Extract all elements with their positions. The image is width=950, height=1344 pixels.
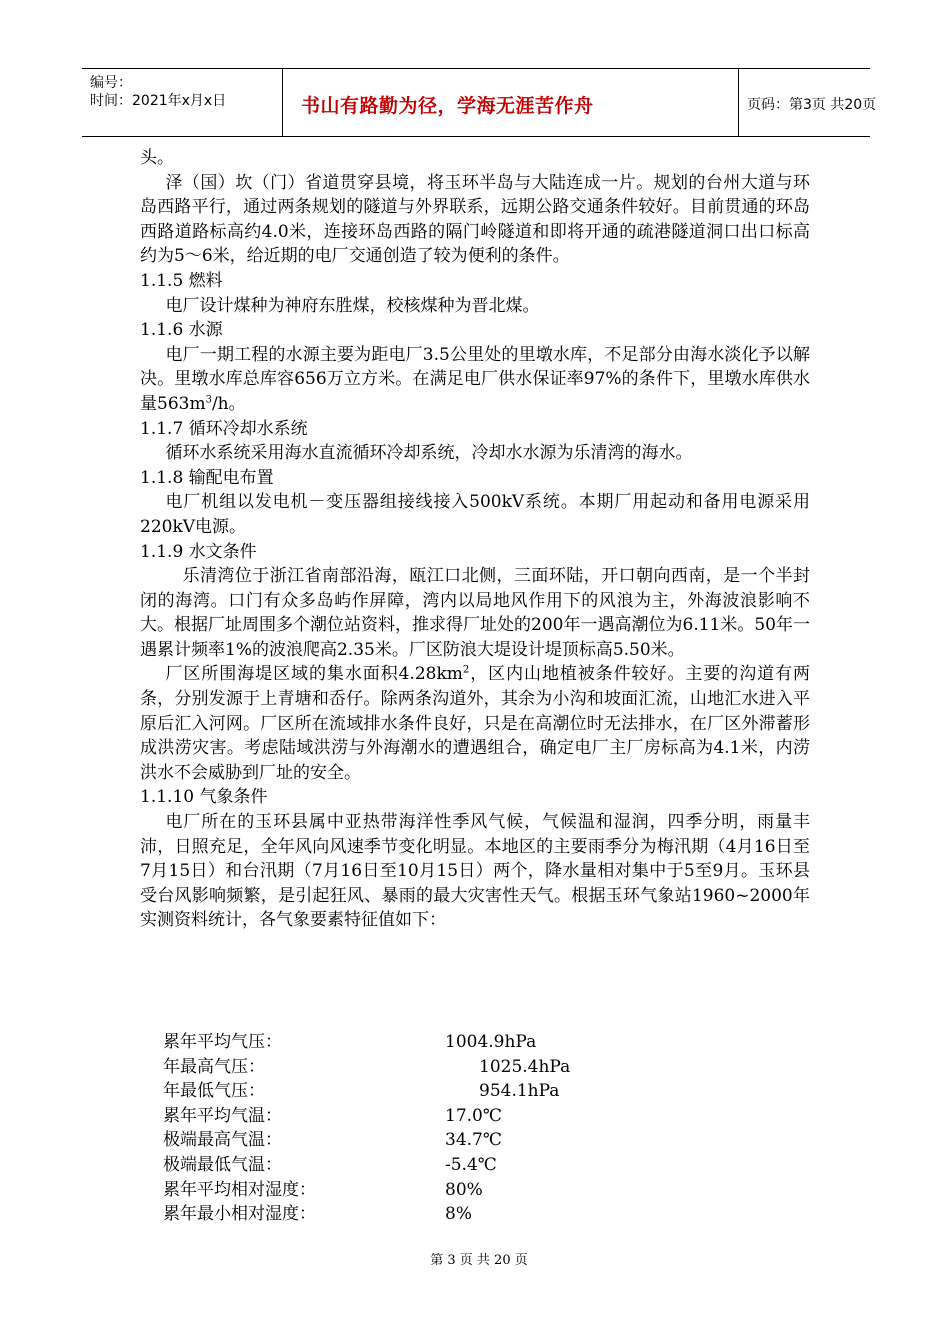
meteo-value: 17.0℃ bbox=[445, 1105, 502, 1126]
section-heading-fuel: 1.1.5 燃料 bbox=[140, 270, 223, 291]
meteo-label: 累年最小相对湿度： bbox=[163, 1204, 316, 1225]
paragraph-cooling-water: 循环水系统采用海水直流循环冷却系统，冷却水水源为乐清湾的海水。 bbox=[165, 443, 693, 464]
meteo-value: -5.4℃ bbox=[445, 1154, 497, 1175]
date-label: 时间：2021年x月x日 bbox=[90, 93, 227, 109]
meteo-label: 极端最低气温： bbox=[163, 1154, 282, 1175]
document-number-label: 编号： bbox=[90, 75, 132, 91]
paragraph-power-distribution: 电厂机组以发电机－变压器组接线接入500kV系统。本期厂用起动和备用电源采用220kV电源。 bbox=[140, 492, 810, 537]
meteo-value: 1004.9hPa bbox=[445, 1032, 537, 1052]
paragraph-hydrology-tide: 乐清湾位于浙江省南部沿海，瓯江口北侧，三面环陆，开口朝向西南，是一个半封闭的海湾。口门有众多岛屿作屏障，湾内以局地风作用下的风浪为主，外海波浪影响不大。根据厂址周围多个潮位站资料，推求得厂址处的200年一遇高潮位为6.11米。50年一遇累计频率1%的波浪爬高2.35米。厂区防浪大堤设计堤顶标高5.50米。 bbox=[140, 566, 810, 660]
meteo-label: 累年平均气温： bbox=[163, 1105, 282, 1126]
header-page-number: 页码：第3页 共20页 bbox=[747, 97, 877, 113]
meteo-label: 年最低气压： bbox=[163, 1081, 265, 1102]
paragraph-continuation: 头。 bbox=[140, 148, 174, 168]
document-body bbox=[140, 146, 810, 933]
header-page-cell bbox=[738, 69, 877, 136]
meteo-value: 34.7℃ bbox=[445, 1130, 502, 1151]
section-heading-power-distribution: 1.1.8 输配电布置 bbox=[140, 467, 274, 488]
meteo-label: 年最高气压： bbox=[163, 1056, 265, 1077]
section-heading-cooling-water: 1.1.7 循环冷却水系统 bbox=[140, 418, 308, 439]
meteo-value: 80% bbox=[445, 1179, 483, 1200]
meteo-value: 1025.4hPa bbox=[479, 1056, 571, 1077]
page-footer bbox=[0, 1249, 950, 1268]
meteo-value: 954.1hPa bbox=[479, 1081, 560, 1102]
paragraph-meteorology: 电厂所在的玉环县属中亚热带海洋性季风气候，气候温和湿润，四季分明，雨量丰沛，日照充足，全年风向风速季节变化明显。本地区的主要雨季分为梅汛期（4月16日至7月15日）和台汛期（7月16日至10月15日）两个，降水量相对集中于5至9月。玉环县受台风影响频繁，是引起狂风、暴雨的最大灾害性天气。根据玉环气象站1960~2000年实测资料统计，各气象要素特征值如下： bbox=[140, 812, 810, 931]
section-heading-hydrology: 1.1.9 水文条件 bbox=[140, 541, 257, 562]
meteo-label: 累年平均气压： bbox=[163, 1032, 282, 1052]
paragraph-water-source: 电厂一期工程的水源主要为距电厂3.5公里处的里墩水库，不足部分由海水淡化予以解决。里墩水库总库容656万立方米。在满足电厂供水保证率97%的条件下，里墩水库供水量$563m^3/h$。 bbox=[140, 344, 810, 414]
motto-text: 书山有路勤为径，学海无涯苦作舟 bbox=[301, 95, 594, 117]
meteo-label: 累年平均相对湿度： bbox=[163, 1179, 316, 1200]
meteo-label: 极端最高气温： bbox=[163, 1130, 282, 1151]
header-info-cell bbox=[82, 69, 282, 136]
paragraph-fuel: 电厂设计煤种为神府东胜煤，校核煤种为晋北煤。 bbox=[165, 295, 540, 316]
paragraph-hydrology-catchment: 厂区所围海堤区域的集水面积$4.28km^2$，区内山地植被条件较好。主要的沟道有两条，分别发源于上青塘和岙仔。除两条沟道外，其余为小沟和坡面汇流，山地汇水进入平原后汇入河网。厂区所在流域排水条件良好，只是在高潮位时无法排水，在厂区外滞蓄形成洪涝灾害。考虑陆域洪涝与外海潮水的遭遇组合，确定电厂主厂房标高为4.1米，内涝洪水不会威胁到厂址的安全。 bbox=[140, 664, 811, 783]
meteo-value: 8% bbox=[445, 1204, 472, 1225]
footer-page-number: 第 3 页 共 20 页 bbox=[430, 1253, 528, 1268]
paragraph-traffic: 泽（国）坎（门）省道贯穿县境，将玉环半岛与大陆连成一片。规划的台州大道与环岛西路平行，通过两条规划的隧道与外界联系，远期公路交通条件较好。目前贯通的环岛西路道路标高约4.0米，连接环岛西路的隔门岭隧道和即将开通的疏港隧道洞口出口标高约为5～6米，给近期的电厂交通创造了较为便利的条件。 bbox=[140, 172, 810, 267]
page-header bbox=[82, 68, 877, 137]
section-heading-water-source: 1.1.6 水源 bbox=[140, 320, 223, 341]
section-heading-meteorology: 1.1.10 气象条件 bbox=[140, 787, 268, 808]
header-motto-cell bbox=[282, 69, 739, 136]
